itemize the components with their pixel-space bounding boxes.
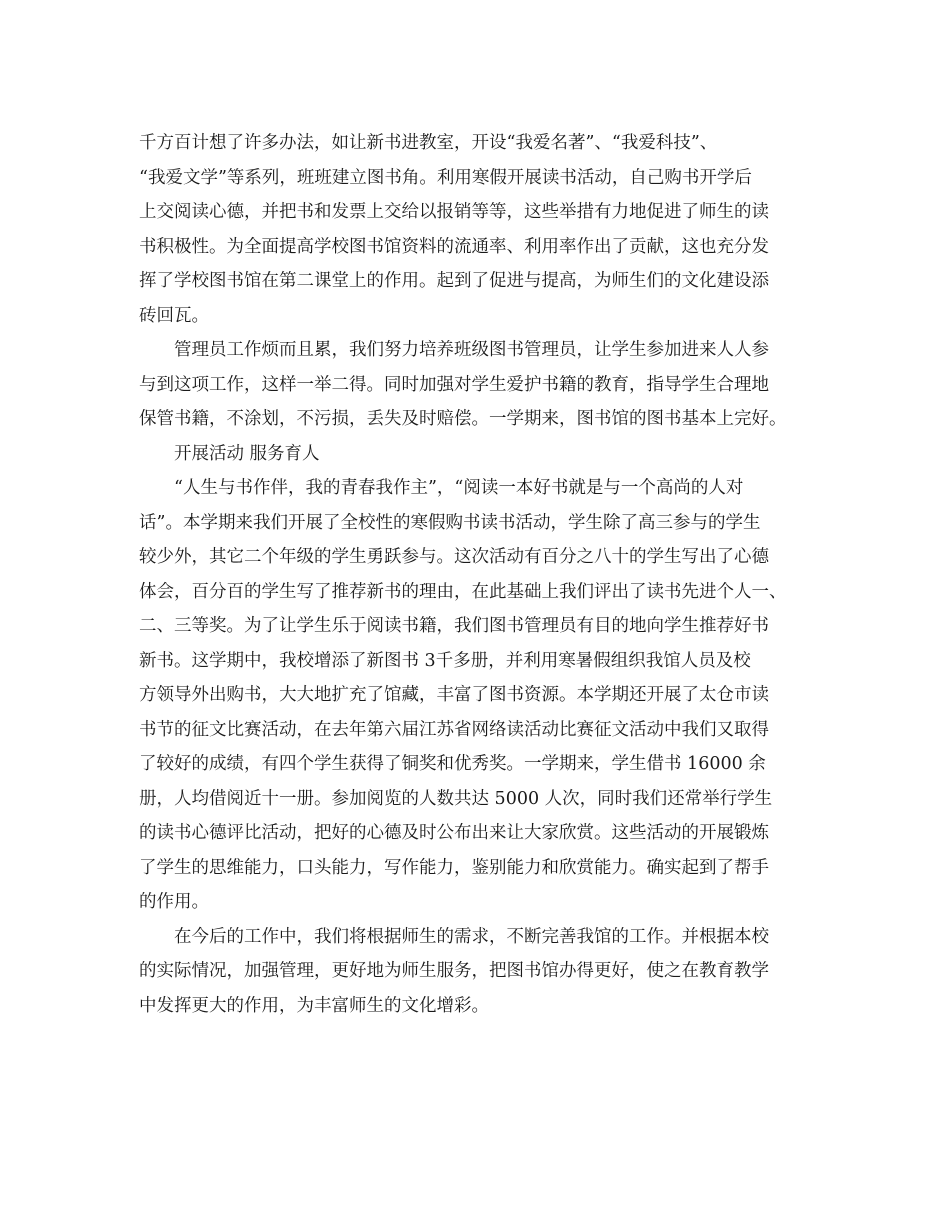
text-line: 书积极性。为全面提高学校图书馆资料的流通率、利用率作出了贡献，这也充分发 [139,236,769,257]
text-line: 册，人均借阅近十一册。参加阅览的人数共达 5000 人次，同时我们还常举行学生 [139,788,773,809]
text-line: 的读书心德评比活动，把好的心德及时公布出来让大家欣赏。这些活动的开展锻炼 [139,823,769,843]
text-line: 中发挥更大的作用，为丰富师生的文化增彩。 [139,995,489,1016]
text-line: 的作用。 [139,892,209,912]
text-line: 体会，百分百的学生写了推荐新书的理由，在此基础上我们评出了读书先进个人一、 [139,581,787,602]
document-body [139,126,829,1023]
text-line: 书节的征文比赛活动，在去年第六届江苏省网络读活动比赛征文活动中我们又取得 [139,719,769,740]
text-line: 方领导外出购书，大大地扩充了馆藏，丰富了图书资源。本学期还开展了太仓市读 [139,685,769,705]
text-line: 二、三等奖。为了让学生乐于阅读书籍，我们图书管理员有目的地向学生推荐好书 [139,616,769,636]
text-line: 上交阅读心德，并把书和发票上交给以报销等等，这些举措有力地促进了师生的读 [139,202,769,222]
text-line: 砖回瓦。 [139,305,209,326]
text-line: 开展活动 服务育人 [174,443,320,464]
text-line: 千方百计想了许多办法，如让新书进教室，开设“我爱名著”、“我爱科技”、 [139,133,718,153]
text-line: 了较好的成绩，有四个学生获得了铜奖和优秀奖。一学期来，学生借书 16000 余 [139,754,766,774]
text-line: “我爱文学”等系列，班班建立图书角。利用寒假开展读书活动，自己购书开学后 [139,167,752,188]
text-line: 了学生的思维能力，口头能力，写作能力，鉴别能力和欣赏能力。确实起到了帮手 [139,857,769,878]
text-line: 挥了学校图书馆在第二课堂上的作用。起到了促进与提高，为师生们的文化建设添 [139,271,769,291]
text-line: 保管书籍，不涂划，不污损，丢失及时赔偿。一学期来，图书馆的图书基本上完好。 [139,409,787,429]
text-line: 的实际情况，加强管理，更好地为师生服务，把图书馆办得更好，使之在教育教学 [139,961,769,981]
text-line: 管理员工作烦而且累，我们努力培养班级图书管理员，让学生参加进来人人参 [174,340,769,360]
text-line: 新书。这学期中，我校增添了新图书 3千多册，并利用寒暑假组织我馆人员及校 [139,650,751,671]
text-line: 与到这项工作，这样一举二得。同时加强对学生爱护书籍的教育，指导学生合理地 [139,374,769,395]
text-line: 较少外，其它二个年级的学生勇跃参与。这次活动有百分之八十的学生写出了心德 [139,547,769,567]
text-line: 话”。本学期来我们开展了全校性的寒假购书读书活动，学生除了高三参与的学生 [139,512,761,533]
text-line: “人生与书作伴，我的青春我作主”，“阅读一本好书就是与一个高尚的人对 [174,478,744,498]
text-line: 在今后的工作中，我们将根据师生的需求，不断完善我馆的工作。并根据本校 [174,926,769,947]
